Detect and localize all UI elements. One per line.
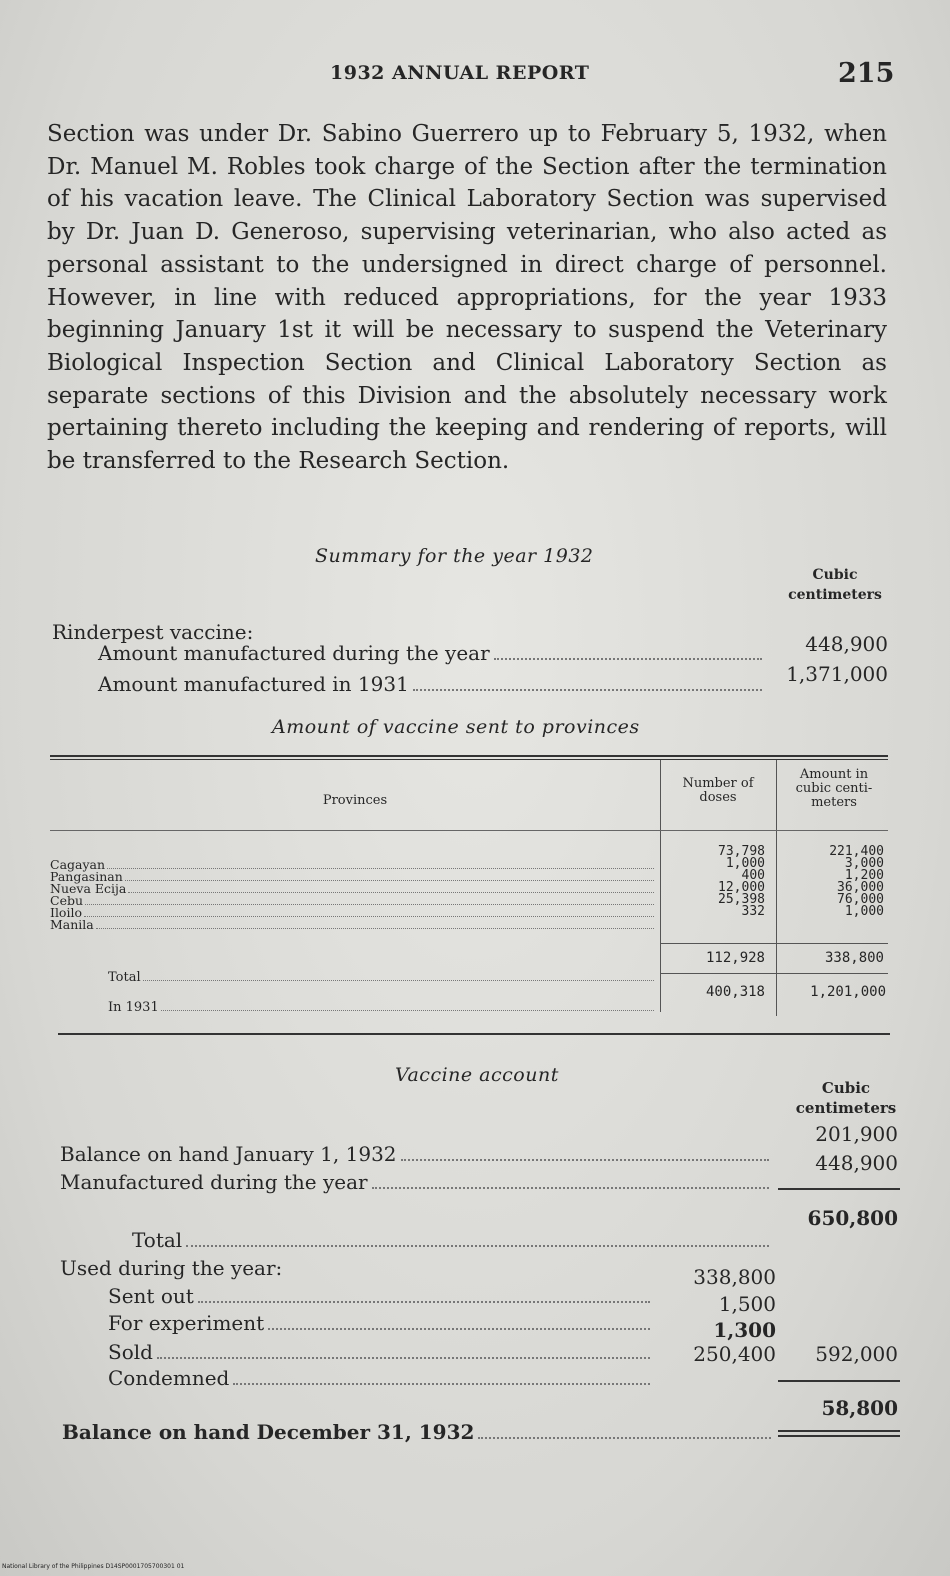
leader-dots xyxy=(143,980,654,981)
table-column-divider xyxy=(776,760,777,1016)
account-total-value: 650,800 xyxy=(807,1206,898,1230)
province-name: Cagayan xyxy=(50,857,106,872)
vaccine-account-caption: Vaccine account xyxy=(395,1064,559,1086)
used-row xyxy=(108,1366,656,1390)
double-rule-top xyxy=(778,1430,900,1432)
total-row xyxy=(108,970,660,985)
source-watermark: National Library of the Philippines D14SP0001705700301 01 xyxy=(2,1563,185,1570)
summary-unit-header-line1: Cubic xyxy=(812,567,858,583)
col-header-doses: Number of doses xyxy=(682,776,754,805)
doses-cell: 332 xyxy=(741,904,765,919)
balance-december-row xyxy=(62,1420,777,1444)
sum-rule xyxy=(778,1380,900,1382)
balance-december-label: Balance on hand December 31, 1932 xyxy=(62,1420,475,1444)
used-row-value: 1,300 xyxy=(713,1318,776,1342)
summary-group-label-text: Rinderpest vaccine: xyxy=(52,620,254,644)
leader-dots xyxy=(372,1186,769,1189)
account-row-label: Balance on hand January 1, 1932 xyxy=(60,1142,397,1166)
amount-cell: 3,000 xyxy=(844,856,884,871)
account-unit-header-line1: Cubic xyxy=(821,1079,871,1097)
account-row xyxy=(60,1142,775,1166)
summary-row-value: 448,900 xyxy=(805,632,888,656)
summary-unit-header xyxy=(780,565,890,605)
used-row xyxy=(108,1284,656,1308)
amount-cell: 36,000 xyxy=(837,880,884,895)
doses-cell: 1,000 xyxy=(725,856,765,871)
province-name: Cebu xyxy=(50,893,84,908)
total-doses: 112,928 xyxy=(705,950,765,966)
balance-december-value: 58,800 xyxy=(821,1396,898,1420)
body-paragraph-text: Section was under Dr. Sabino Guerrero up to February 5, 1932, when Dr. Manuel M. Robles took charge of the Section after the termination of his vacation leave. The Clinical Laboratory Section was supervised by Dr. Juan D. Generoso, supervising veterinarian, who also acted as personal assistant to the undersigned in direct charge of personnel. However, in line with reduced appropriations, for the year 1933 beginning January 1st it will be necessary to suspend the Veterinary Biological Inspection Section and Clinical Laboratory Section as separate sections of this Division and the absolutely necessary work pertaining thereto including the keeping and rendering of reports, will be transferred to the Research Section. xyxy=(47,121,887,475)
used-row-value: 338,800 xyxy=(693,1265,776,1289)
leader-dots xyxy=(85,904,654,905)
used-total-value: 592,000 xyxy=(815,1342,898,1366)
account-row xyxy=(60,1170,775,1194)
provinces-caption: Amount of vaccine sent to provinces xyxy=(272,716,640,738)
table-top-rule-thin xyxy=(50,759,888,760)
used-row-value: 250,400 xyxy=(693,1342,776,1366)
total-amount: 338,800 xyxy=(824,950,884,966)
leader-dots xyxy=(107,868,654,869)
summary-row-label: Amount manufactured during the year xyxy=(98,641,490,665)
leader-dots xyxy=(478,1436,771,1439)
leader-dots xyxy=(413,688,762,691)
leader-dots xyxy=(128,892,654,893)
previous-amount: 1,201,000 xyxy=(810,984,886,1000)
amount-cell: 221,400 xyxy=(829,844,884,859)
account-row-label: Manufactured during the year xyxy=(60,1170,368,1194)
used-row-value: 1,500 xyxy=(718,1292,776,1316)
summary-row xyxy=(98,641,768,665)
previous-year-row xyxy=(108,1000,660,1015)
amount-cell: 76,000 xyxy=(837,892,884,907)
col-header-amount: Amount in cubic centi- meters xyxy=(795,767,873,810)
running-head: 1932 ANNUAL REPORT xyxy=(330,62,590,84)
province-name: Nueva Ecija xyxy=(50,881,127,896)
total-label: Total xyxy=(108,970,141,985)
previous-year-label: In 1931 xyxy=(108,1000,159,1015)
page-number: 215 xyxy=(838,58,895,89)
previous-doses: 400,318 xyxy=(705,984,765,1000)
subtotal-rule xyxy=(660,973,888,974)
summary-row-value: 1,371,000 xyxy=(786,662,888,686)
used-row xyxy=(108,1340,656,1364)
leader-dots xyxy=(157,1356,650,1359)
subtotal-rule xyxy=(660,943,888,944)
used-row-label: Sent out xyxy=(108,1284,194,1308)
leader-dots xyxy=(84,916,654,917)
sum-rule xyxy=(778,1188,900,1190)
account-row-value: 448,900 xyxy=(815,1151,898,1175)
summary-row-label: Amount manufactured in 1931 xyxy=(98,672,409,696)
doses-cell: 73,798 xyxy=(718,844,765,859)
leader-dots xyxy=(233,1382,650,1385)
table-column-divider xyxy=(660,760,661,1012)
account-row-value: 201,900 xyxy=(815,1122,898,1146)
account-total-row xyxy=(132,1228,775,1252)
account-unit-header xyxy=(790,1078,902,1118)
header-rule xyxy=(50,830,888,831)
leader-dots xyxy=(494,657,762,660)
used-row xyxy=(108,1311,656,1335)
leader-dots xyxy=(161,1010,654,1011)
province-name: Manila xyxy=(50,917,94,932)
summary-unit-header-line2: centimeters xyxy=(788,587,882,603)
amount-cell: 1,000 xyxy=(844,904,884,919)
province-name: Pangasinan xyxy=(50,869,123,884)
summary-caption: Summary for the year 1932 xyxy=(315,545,594,567)
leader-dots xyxy=(186,1244,769,1247)
leader-dots xyxy=(198,1300,650,1303)
used-label-text: Used during the year: xyxy=(60,1256,283,1280)
used-row-label: Condemned xyxy=(108,1366,230,1390)
doses-cell: 12,000 xyxy=(718,880,765,895)
leader-dots xyxy=(268,1327,650,1330)
account-unit-header-line2: centimeters xyxy=(795,1099,897,1117)
double-rule-bottom xyxy=(778,1435,900,1437)
province-name: Iloilo xyxy=(50,905,82,920)
table-bottom-rule xyxy=(58,1033,890,1035)
doses-cell: 400 xyxy=(741,868,765,883)
leader-dots xyxy=(125,880,654,881)
leader-dots xyxy=(96,928,654,929)
used-label xyxy=(60,1256,282,1280)
used-row-label: For experiment xyxy=(108,1311,265,1335)
doses-cell: 25,398 xyxy=(718,892,765,907)
table-row xyxy=(50,919,660,932)
leader-dots xyxy=(401,1158,769,1161)
col-header-provinces: Provinces xyxy=(322,793,388,808)
body-paragraph xyxy=(47,118,887,478)
amount-cell: 1,200 xyxy=(844,868,884,883)
summary-row xyxy=(98,672,768,696)
table-top-rule xyxy=(50,755,888,757)
used-row-label: Sold xyxy=(108,1340,153,1364)
account-total-label: Total xyxy=(132,1228,183,1252)
